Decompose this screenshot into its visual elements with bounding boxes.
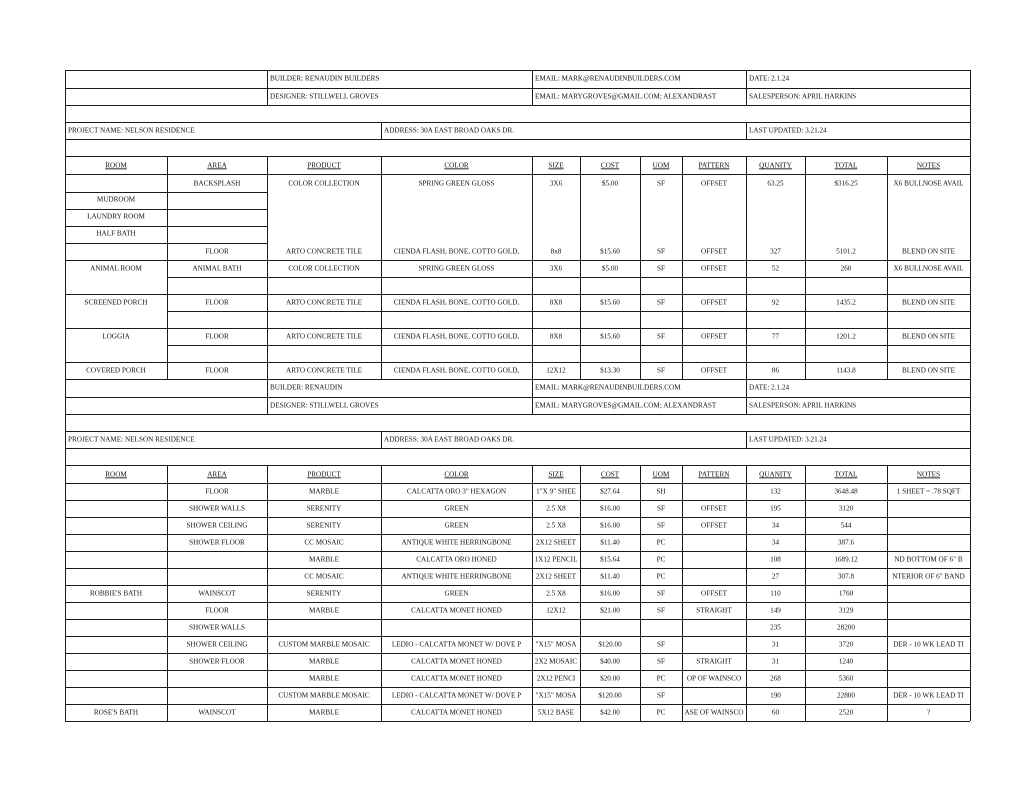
grid-line [65,551,970,552]
grid-line [167,277,970,278]
table1-row3-col6: SF [657,299,665,307]
table1-row4-col7: OFFSET [701,333,727,341]
table1-row1-col5: $15.60 [600,248,620,256]
column-header-2: PRODUCT [307,162,341,170]
project-name: PROJECT NAME: NELSON RESIDENCE [68,436,195,444]
table2-row8-col1: SHOWER WALLS [189,624,245,632]
table2-row0-col9: 3648.48 [834,488,858,496]
table1-row3-col8: 92 [771,299,780,307]
table2-row1-col9: 3120 [838,505,854,513]
table2-row6-col9: 1760 [838,590,854,598]
grid-line [65,619,970,620]
table2-row13-col2: MARBLE [309,709,339,717]
table2-row3-col2: CC MOSAIC [304,539,344,547]
table1-row0-col2: COLOR COLLECTION [288,180,360,188]
grid-line [65,362,970,363]
table1-row0-col10: X6 BULLNOSE AVAIL [893,180,964,188]
table2-row3-col3: ANTIQUE WHITE HERRINGBONE [401,539,512,547]
table2-row13-col8: 60 [771,709,780,717]
table2-row6-col1: WAINSCOT [198,590,236,598]
table2-row13-col3: CALCATTA MONET HONED [411,709,502,717]
table2-row0-col8: 132 [770,488,781,496]
table2-row5-col3: ANTIQUE WHITE HERRINGBONE [401,573,512,581]
grid-line [65,156,970,157]
builder-label: BUILDER: RENAUDIN [270,384,343,392]
table2-row7-col2: MARBLE [309,607,339,615]
designer-label: DESIGNER: STILLWELL GROVES [270,93,379,101]
table2-row9-col1: SHOWER CEILING [186,641,248,649]
table2-row11-col7: OP OF WAINSCO [686,675,742,683]
table2-row10-col5: $40.00 [600,658,620,666]
grid-line [65,568,970,569]
table2-row0-col10: 1 SHEET = .78 SQFT [896,488,961,496]
room-label: HALF BATH [96,230,136,238]
table1-row5-col10: BLEND ON SITE [901,367,956,375]
table2-row9-col5: $120.00 [598,641,622,649]
grid-line [65,209,267,210]
table2-row7-col6: SF [657,607,665,615]
column-header-4: SIZE [548,471,564,479]
table2-row7-col5: $21.00 [600,607,620,615]
table2-row4-col2: MARBLE [309,556,339,564]
grid-line [167,311,970,312]
grid-line [65,139,970,140]
table1-row0-col1: BACKSPLASH [193,180,241,188]
table2-row2-col2: SERENITY [306,522,342,530]
builder-email: EMAIL: MARK@RENAUDINBUILDERS.COM [535,75,681,83]
table2-row3-col1: SHOWER FLOOR [189,539,245,547]
table2-row9-col4: "X15" MOSA [535,641,577,649]
table2-row13-col6: PC [656,709,666,717]
table1-row0-col7: OFFSET [701,180,727,188]
grid-line [65,294,970,295]
table2-row13-col9: 2520 [838,709,854,717]
grid-line [65,602,970,603]
table1-row4-col10: BLEND ON SITE [901,333,956,341]
table2-row7-col3: CALCATTA MONET HONED [411,607,502,615]
table1-row5-col9: 1143.8 [836,367,856,375]
table1-row4-col4: 8X8 [549,333,563,341]
table2-row5-col8: 27 [771,573,780,581]
column-header-3: COLOR [444,162,469,170]
table2-row1-col6: SF [657,505,665,513]
grid-line [65,465,970,466]
table2-row9-col10: DER - 10 WK LEAD TI [893,641,964,649]
table1-row5-col6: SF [657,367,665,375]
table1-row4-col3: CIENDA FLASH, BONE, COTTO GOLD, [393,333,520,341]
table2-row2-col9: 544 [840,522,852,530]
table2-row5-col9: 307.8 [837,573,855,581]
table1-row2-col6: SF [657,265,665,273]
table2-row13-col10: ? [926,709,931,717]
table1-row0-col9: $316.25 [834,180,858,188]
table2-row3-col6: PC [656,539,666,547]
table2-row10-col6: SF [657,658,665,666]
grid-line [65,379,970,380]
table1-row1-col4: 8x8 [550,248,562,256]
table1-row3-col3: CIENDA FLASH, BONE, COTTO GOLD, [393,299,520,307]
table2-row12-col9: 22800 [837,692,855,700]
table1-row2-col5: $5.00 [601,265,619,273]
grid-line [65,174,970,175]
grid-line [65,243,267,244]
table2-row1-col2: SERENITY [306,505,342,513]
table1-row5-col5: $13.30 [600,367,620,375]
table2-row4-col10: ND BOTTOM OF 6" B [894,556,963,564]
table2-row13-col7: ASE OF WAINSCO [684,709,744,717]
table2-row10-col3: CALCATTA MONET HONED [411,658,502,666]
column-header-0: ROOM [105,162,127,170]
table2-row4-col3: CALCATTA ORO HONED [416,556,497,564]
table2-row7-col1: FLOOR [205,607,229,615]
designer-label: DESIGNER: STILLWELL GROVES [270,402,379,410]
table2-row1-col8: 195 [770,505,781,513]
column-header-6: UOM [652,471,670,479]
table1-row3-col5: $15.60 [600,299,620,307]
table2-row5-col6: PC [656,573,666,581]
table2-row7-col7: STRAIGHT [696,607,732,615]
table2-row4-col4: 1X12 PENCIL [534,556,578,564]
table2-row12-col5: $120.00 [598,692,622,700]
table1-row5-col3: CIENDA FLASH, BONE, COTTO GOLD, [393,367,520,375]
column-header-5: COST [600,162,620,170]
column-header-10: NOTES [916,471,941,479]
table1-row2-col8: 52 [771,265,780,273]
grid-line [65,105,970,106]
table2-row13-col4: 5X12 BASE [537,709,575,717]
grid-line [167,345,970,346]
table2-row11-col2: MARBLE [309,675,339,683]
date-label: DATE: 2.1.24 [749,75,790,83]
table2-row12-col8: 190 [770,692,781,700]
date-label: DATE: 2.1.24 [749,384,790,392]
table2-row3-col9: 387.6 [837,539,855,547]
table2-row4-col5: $15.64 [600,556,620,564]
table2-row10-col7: STRAIGHT [696,658,732,666]
table1-row2-col10: X6 BULLNOSE AVAIL [893,265,964,273]
table2-row11-col9: 5360 [838,675,854,683]
table1-row2-col9: 260 [840,265,852,273]
table2-row0-col5: $27.64 [600,488,620,496]
table1-row5-col8: 86 [771,367,780,375]
table2-row9-col9: 3720 [838,641,854,649]
table2-row11-col5: $20.00 [600,675,620,683]
grid-line [970,379,971,721]
table2-row0-col4: 1"X 9" SHEE [536,488,576,496]
table1-row0-col3: SPRING GREEN GLOSS [418,180,495,188]
table1-row3-col10: BLEND ON SITE [901,299,956,307]
table2-row6-col7: OFFSET [701,590,727,598]
grid-line [65,192,267,193]
table2-row0-col1: FLOOR [205,488,229,496]
grid-line [65,500,970,501]
table1-row5-col4: 12X12 [546,367,566,375]
table2-row12-col6: SF [657,692,665,700]
project-address: ADDRESS: 30A EAST BROAD OAKS DR. [384,436,515,444]
column-header-7: PATTERN [698,471,730,479]
table2-row7-col9: 3129 [838,607,854,615]
table2-row7-col4: 12X12 [546,607,566,615]
builder-email: EMAIL: MARK@RENAUDINBUILDERS.COM [535,384,681,392]
grid-line [65,431,970,432]
table2-row3-col8: 34 [771,539,780,547]
table1-row5-col1: FLOOR [205,367,229,375]
table1-row1-col1: FLOOR [205,248,229,256]
table2-row2-col6: SF [657,522,665,530]
column-header-0: ROOM [105,471,127,479]
grid-line [65,448,970,449]
column-header-5: COST [600,471,620,479]
column-header-3: COLOR [444,471,469,479]
grid-line [65,687,970,688]
column-header-1: AREA [207,162,227,170]
table2-row2-col5: $16.00 [600,522,620,530]
column-header-9: TOTAL [834,471,858,479]
table2-row1-col3: GREEN [444,505,469,513]
room-label: MUDROOM [96,196,136,204]
table1-row4-col1: FLOOR [205,333,229,341]
grid-line [65,328,970,329]
table2-row4-col8: 108 [770,556,781,564]
grid-line [65,397,970,398]
table2-row11-col4: 2X12 PENCI [536,675,576,683]
room-label: LOGGIA [102,333,130,341]
table2-row9-col3: LEDIO - CALCATTA MONET W/ DOVE P [391,641,522,649]
table2-row1-col1: SHOWER WALLS [189,505,245,513]
table1-row3-col7: OFFSET [701,299,727,307]
grid-line [970,70,971,379]
table1-row2-col3: SPRING GREEN GLOSS [418,265,495,273]
column-header-2: PRODUCT [307,471,341,479]
grid-line [65,721,970,722]
table2-row12-col4: "X15" MOSA [535,692,577,700]
table2-row2-col1: SHOWER CEILING [186,522,248,530]
grid-line [65,379,66,721]
table1-row1-col7: OFFSET [701,248,727,256]
table2-row1-col7: OFFSET [701,505,727,513]
table2-row3-col4: 2X12 SHEET [535,539,577,547]
table2-row8-col8: 235 [770,624,781,632]
table2-row5-col2: CC MOSAIC [304,573,344,581]
table2-row12-col10: DER - 10 WK LEAD TI [893,692,964,700]
last-updated: LAST UPDATED: 3.21.24 [749,127,827,135]
room-label: ROBBIE'S BATH [89,590,143,598]
builder-label: BUILDER: RENAUDIN BUILDERS [270,75,380,83]
column-header-9: TOTAL [834,162,858,170]
grid-line [65,517,970,518]
column-header-1: AREA [207,471,227,479]
table2-row3-col5: $11.40 [600,539,620,547]
column-header-7: PATTERN [698,162,730,170]
table1-row4-col6: SF [657,333,665,341]
grid-line [65,260,970,261]
table2-row6-col6: SF [657,590,665,598]
table2-row1-col4: 2.5 X8 [546,505,566,513]
grid-line [65,414,970,415]
grid-line [65,585,970,586]
table2-row10-col2: MARBLE [309,658,339,666]
table2-row9-col2: CUSTOM MARBLE MOSAIC [278,641,370,649]
room-label: ROSE'S BATH [93,709,139,717]
table2-row10-col9: 1240 [838,658,854,666]
table1-row2-col1: ANIMAL BATH [192,265,242,273]
table2-row1-col5: $16.00 [600,505,620,513]
table2-row6-col2: SERENITY [306,590,342,598]
table2-row11-col3: CALCATTA MONET HONED [411,675,502,683]
grid-line [65,122,970,123]
room-label: LAUNDRY ROOM [87,213,145,221]
table2-row2-col3: GREEN [444,522,469,530]
grid-line [65,483,970,484]
table2-row6-col3: GREEN [444,590,469,598]
grid-line [65,704,970,705]
table1-row2-col2: COLOR COLLECTION [288,265,360,273]
table1-row1-col6: SF [657,248,665,256]
table2-row4-col9: 1689.12 [834,556,858,564]
table2-row12-col3: LEDIO - CALCATTA MONET W/ DOVE P [391,692,522,700]
table2-row12-col2: CUSTOM MARBLE MOSAIC [278,692,370,700]
table2-row10-col8: 31 [771,658,780,666]
table2-row10-col1: SHOWER FLOOR [189,658,245,666]
table2-row11-col8: 268 [770,675,781,683]
table1-row4-col9: 1201.2 [836,333,856,341]
table1-row1-col9: 5101.2 [836,248,856,256]
column-header-10: NOTES [916,162,941,170]
table2-row10-col4: 2X2 MOSAIC [534,658,578,666]
designer-email: EMAIL: MARYGROVES@GMAIL.COM; ALEXANDRAST [535,402,717,410]
table2-row4-col6: PC [656,556,666,564]
table1-row4-col8: 77 [771,333,780,341]
designer-email: EMAIL: MARYGROVES@GMAIL.COM; ALEXANDRAST [535,93,717,101]
table2-row2-col7: OFFSET [701,522,727,530]
table2-row5-col4: 2X12 SHEET [535,573,577,581]
table1-row1-col8: 327 [770,248,781,256]
table2-row11-col6: PC [656,675,666,683]
grid-line [65,88,970,89]
table1-row0-col5: $5.00 [601,180,619,188]
tile-schedule-sheet [65,70,970,722]
table2-row5-col10: NTERIOR OF 6" BAND [892,573,965,581]
table2-row13-col5: $42.00 [600,709,620,717]
table1-row4-col5: $15.60 [600,333,620,341]
table1-row3-col9: 1435.2 [836,299,856,307]
grid-line [65,534,970,535]
table1-row1-col10: BLEND ON SITE [901,248,956,256]
grid-line [65,670,970,671]
grid-line [65,70,970,71]
table2-row0-col6: SH [656,488,666,496]
salesperson-label: SALESPERSON: APRIL HARKINS [749,93,857,101]
table1-row2-col7: OFFSET [701,265,727,273]
grid-line [65,226,267,227]
table2-row2-col4: 2.5 X8 [546,522,566,530]
project-name: PROJECT NAME: NELSON RESIDENCE [68,127,195,135]
table2-row8-col9: 28200 [837,624,855,632]
table2-row9-col8: 31 [771,641,780,649]
column-header-8: QUANITY [759,471,792,479]
room-label: SCREENED PORCH [84,299,148,307]
project-address: ADDRESS: 30A EAST BROAD OAKS DR. [384,127,515,135]
grid-line [65,636,970,637]
table1-row4-col2: ARTO CONCRETE TILE [286,333,362,341]
table2-row0-col2: MARBLE [309,488,339,496]
last-updated: LAST UPDATED: 3.21.24 [749,436,827,444]
room-label: COVERED PORCH [86,367,146,375]
table2-row6-col4: 2.5 X8 [546,590,566,598]
table1-row3-col1: FLOOR [205,299,229,307]
grid-line [887,465,888,721]
table1-row3-col4: 8X8 [549,299,563,307]
column-header-6: UOM [652,162,670,170]
table1-row3-col2: ARTO CONCRETE TILE [286,299,362,307]
salesperson-label: SALESPERSON: APRIL HARKINS [749,402,857,410]
table1-row0-col8: 63.25 [767,180,784,188]
table2-row5-col5: $11.40 [600,573,620,581]
table1-row0-col4: 3X6 [549,180,563,188]
table2-row9-col6: SF [657,641,665,649]
table2-row7-col8: 149 [770,607,781,615]
table2-row6-col8: 110 [770,590,781,598]
table2-row2-col8: 34 [771,522,780,530]
table1-row1-col2: ARTO CONCRETE TILE [286,248,362,256]
table1-row0-col6: SF [657,180,665,188]
column-header-4: SIZE [548,162,564,170]
table2-row0-col3: CALCATTA ORO 3" HEXAGON [406,488,507,496]
room-label: ANIMAL ROOM [90,265,142,273]
table2-row6-col5: $16.00 [600,590,620,598]
column-header-8: QUANITY [759,162,792,170]
table1-row5-col2: ARTO CONCRETE TILE [286,367,362,375]
table2-row13-col1: WAINSCOT [198,709,236,717]
table1-row5-col7: OFFSET [701,367,727,375]
grid-line [65,653,970,654]
table1-row1-col3: CIENDA FLASH, BONE, COTTO GOLD, [393,248,520,256]
table1-row2-col4: 3X6 [549,265,563,273]
